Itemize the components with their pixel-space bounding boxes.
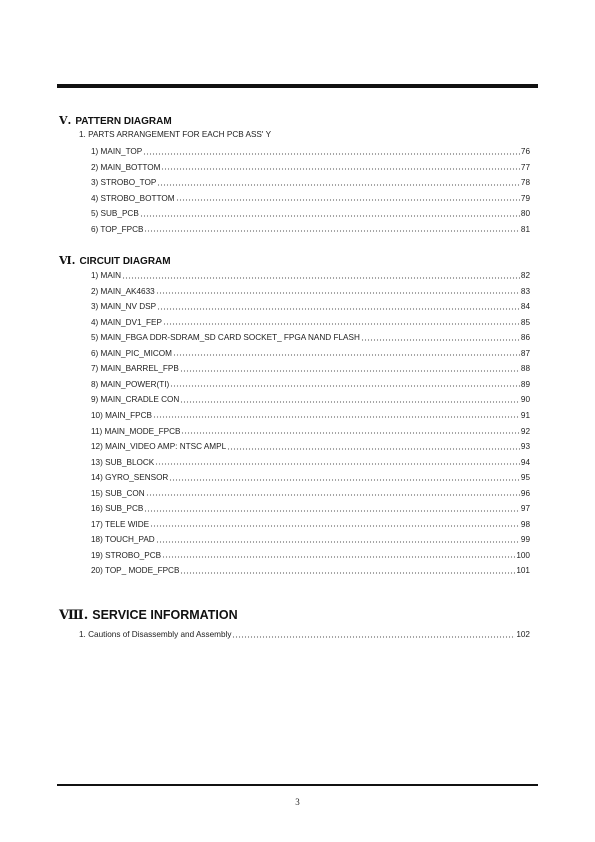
toc-entry[interactable]	[91, 301, 530, 312]
toc-entry-page-number: 86	[520, 333, 530, 343]
toc-entry-label: 1) MAIN_TOP	[91, 147, 143, 156]
bottom-rule	[57, 784, 538, 786]
toc-entry-label: 2) MAIN_AK4633	[91, 286, 155, 296]
dot-leader	[140, 215, 520, 217]
toc-entry-label: 4) STROBO_BOTTOM	[91, 193, 175, 203]
toc-entry-label: 15) SUB_CON	[91, 488, 145, 498]
toc-entry-label: 1. Cautions of Disassembly and Assembly	[79, 630, 232, 639]
dot-leader	[361, 339, 520, 341]
toc-entry-label: 16) SUB_PCB	[91, 504, 144, 514]
toc-entry-label: 8) MAIN_POWER(TI)	[91, 379, 170, 389]
section-heading-service-information	[59, 608, 238, 623]
toc-entry[interactable]	[91, 286, 530, 297]
toc-entry-label: 1) MAIN	[91, 271, 122, 280]
toc-entry-label: 10) MAIN_FPCB	[91, 410, 152, 420]
dot-leader	[153, 416, 520, 418]
toc-entry-label: 4) MAIN_DV1_FEP	[91, 317, 162, 327]
toc-entry[interactable]	[91, 348, 530, 359]
toc-entry-label: 3) MAIN_NV DSP	[91, 302, 157, 312]
toc-entry-page-number: 89	[520, 379, 530, 389]
section-numeral: Ⅵ.	[59, 254, 76, 267]
toc-entry-label: 5) SUB_PCB	[91, 209, 139, 218]
toc-entry-page-number: 96	[520, 488, 530, 498]
toc-entry-page-number: 85	[520, 317, 530, 327]
toc-entry[interactable]	[79, 629, 530, 640]
toc-entry[interactable]	[91, 379, 530, 390]
toc-entry[interactable]	[91, 208, 530, 219]
toc-entry-page-number: 90	[520, 395, 530, 405]
toc-entry[interactable]	[91, 332, 530, 343]
toc-entry-page-number: 81	[520, 224, 530, 234]
dot-leader	[162, 556, 515, 558]
toc-entry-page-number: 95	[520, 473, 530, 483]
top-rule	[57, 84, 538, 88]
toc-entry-page-number: 80	[520, 209, 530, 218]
toc-entry[interactable]	[91, 426, 530, 437]
toc-entry-label: 7) MAIN_BARREL_FPB	[91, 364, 179, 374]
toc-entry[interactable]	[91, 177, 530, 188]
toc-entry[interactable]	[91, 146, 530, 157]
dot-leader	[170, 385, 520, 387]
dot-leader	[150, 525, 520, 527]
toc-entry[interactable]	[91, 363, 530, 374]
toc-entry-page-number: 102	[516, 630, 530, 639]
dot-leader	[161, 168, 519, 170]
section-title: SERVICE INFORMATION	[92, 608, 238, 622]
section-heading-pattern-diagram	[59, 114, 172, 127]
dot-leader	[122, 277, 520, 279]
toc-entry[interactable]	[91, 410, 530, 421]
dot-leader	[157, 308, 520, 310]
toc-entry-label: 11) MAIN_MODE_FPCB	[91, 426, 181, 436]
toc-entry-page-number: 88	[520, 364, 530, 374]
dot-leader	[156, 541, 520, 543]
toc-entry-page-number: 93	[520, 442, 530, 452]
section-title: CIRCUIT DIAGRAM	[79, 256, 171, 267]
toc-entry[interactable]	[91, 488, 530, 499]
toc-entry-page-number: 78	[520, 178, 530, 187]
toc-entry[interactable]	[91, 457, 530, 468]
toc-entry[interactable]	[91, 534, 530, 545]
dot-leader	[232, 636, 515, 638]
toc-entry[interactable]	[91, 224, 530, 235]
section-title: PATTERN DIAGRAM	[75, 116, 172, 127]
toc-entry[interactable]	[91, 565, 530, 576]
toc-entry-label: 6) MAIN_PIC_MICOM	[91, 348, 172, 358]
toc-entry[interactable]	[91, 441, 530, 452]
section-heading-circuit-diagram	[59, 254, 171, 267]
dot-leader	[156, 292, 520, 294]
toc-entry-page-number: 76	[520, 147, 530, 156]
dot-leader	[169, 479, 520, 481]
toc-entry-page-number: 98	[520, 519, 530, 529]
toc-entry-label: 19) STROBO_PCB	[91, 550, 162, 560]
toc-entry-page-number: 82	[520, 271, 530, 280]
dot-leader	[181, 432, 519, 434]
toc-entry-label: 12) MAIN_VIDEO AMP: NTSC AMPL	[91, 442, 227, 452]
toc-entry-label: 5) MAIN_FBGA DDR-SDRAM_SD CARD SOCKET_ FPGA NAND FLASH	[91, 333, 360, 343]
page-number: 3	[295, 797, 300, 807]
toc-entry-page-number: 79	[520, 193, 530, 203]
dot-leader	[176, 199, 520, 201]
toc-entry-page-number: 77	[520, 162, 530, 172]
toc-entry-page-number: 99	[520, 535, 530, 545]
toc-entry-page-number: 83	[520, 286, 530, 296]
toc-entry-label: 20) TOP_ MODE_FPCB	[91, 566, 180, 576]
dot-leader	[227, 448, 520, 450]
toc-entry-label: 13) SUB_BLOCK	[91, 457, 155, 467]
toc-entry[interactable]	[91, 550, 530, 561]
dot-leader	[144, 510, 520, 512]
toc-entry-page-number: 94	[520, 457, 530, 467]
dot-leader	[180, 370, 520, 372]
toc-entry-label: 3) STROBO_TOP	[91, 178, 157, 187]
dot-leader	[144, 230, 519, 232]
toc-entry-page-number: 87	[520, 348, 530, 358]
toc-entry-page-number: 91	[520, 410, 530, 420]
toc-entry[interactable]	[91, 162, 530, 173]
toc-entry-page-number: 84	[520, 302, 530, 312]
dot-leader	[143, 153, 520, 155]
toc-entry-page-number: 97	[520, 504, 530, 514]
toc-entry[interactable]	[91, 472, 530, 483]
dot-leader	[180, 401, 520, 403]
toc-entry[interactable]	[91, 503, 530, 514]
dot-leader	[163, 323, 520, 325]
section-numeral: Ⅷ.	[59, 608, 89, 623]
dot-leader	[180, 572, 515, 574]
toc-entry[interactable]	[91, 270, 530, 281]
toc-entry-label: 18) TOUCH_PAD	[91, 535, 155, 545]
toc-entry-label: 9) MAIN_CRADLE CON	[91, 395, 180, 405]
toc-entry[interactable]	[91, 519, 530, 530]
toc-entry-page-number: 101	[516, 566, 530, 576]
dot-leader	[157, 184, 520, 186]
toc-entry-label: 17) TELE WIDE	[91, 519, 150, 529]
toc-entry-label: 14) GYRO_SENSOR	[91, 473, 169, 483]
toc-entry-page-number: 100	[516, 550, 530, 560]
toc-entry[interactable]	[91, 317, 530, 328]
toc-entry-label: 6) TOP_FPCB	[91, 224, 144, 234]
dot-leader	[155, 463, 520, 465]
section-subheading: 1. PARTS ARRANGEMENT FOR EACH PCB ASS' Y	[79, 130, 272, 139]
toc-entry-page-number: 92	[520, 426, 530, 436]
toc-entry-label: 2) MAIN_BOTTOM	[91, 162, 161, 172]
dot-leader	[173, 354, 520, 356]
toc-entry[interactable]	[91, 193, 530, 204]
section-numeral: Ⅴ.	[59, 114, 72, 127]
dot-leader	[146, 494, 520, 496]
toc-entry[interactable]	[91, 394, 530, 405]
